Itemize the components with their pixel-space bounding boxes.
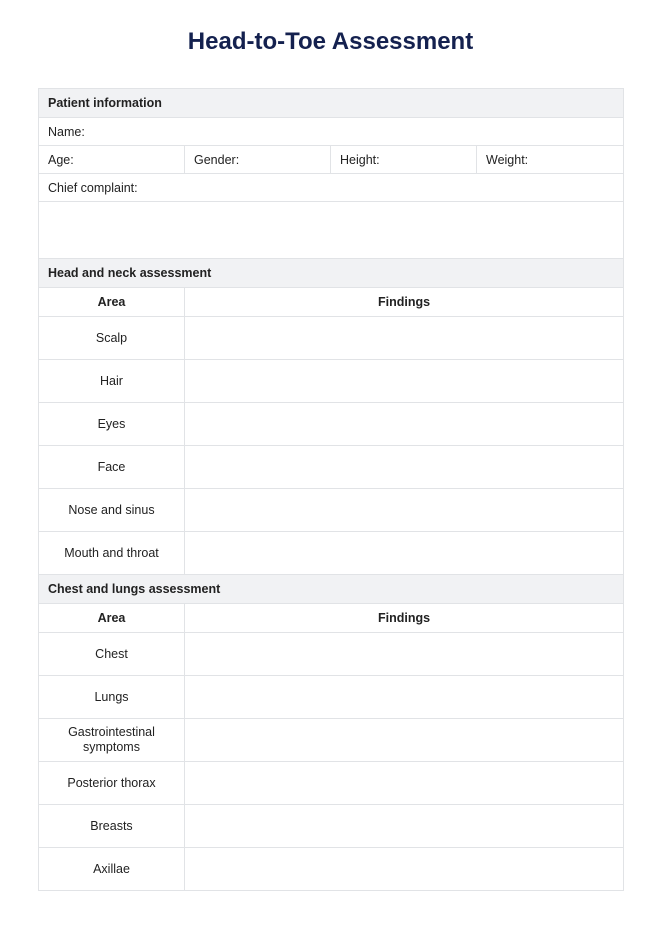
page-title: Head-to-Toe Assessment [187,28,474,55]
assessment-table [38,88,624,891]
table-row [39,762,624,805]
table-row [39,719,624,762]
area-cell: Gastrointestinal symptoms [39,719,185,762]
findings-cell[interactable] [185,360,624,403]
findings-cell[interactable] [185,489,624,532]
area-cell: Face [39,446,185,489]
findings-cell[interactable] [185,848,624,891]
findings-cell[interactable] [185,633,624,676]
area-cell: Scalp [39,317,185,360]
area-cell: Lungs [39,676,185,719]
chief-complaint-label: Chief complaint: [39,174,624,202]
findings-cell[interactable] [185,805,624,848]
head-neck-heading: Head and neck assessment [39,259,624,288]
findings-cell[interactable] [185,317,624,360]
table-row [39,633,624,676]
area-cell: Mouth and throat [39,532,185,575]
table-row [39,532,624,575]
area-header: Area [39,288,185,317]
table-row [39,676,624,719]
chest-lungs-heading: Chest and lungs assessment [39,575,624,604]
table-row [39,360,624,403]
area-cell: Chest [39,633,185,676]
age-field[interactable]: Age: [39,146,185,174]
chief-complaint-field[interactable] [39,202,624,259]
area-cell: Hair [39,360,185,403]
table-row [39,805,624,848]
findings-cell[interactable] [185,532,624,575]
height-field[interactable]: Height: [331,146,477,174]
table-row [39,489,624,532]
findings-cell[interactable] [185,403,624,446]
table-row [39,317,624,360]
area-cell: Axillae [39,848,185,891]
gender-field[interactable]: Gender: [185,146,331,174]
table-row [39,403,624,446]
findings-cell[interactable] [185,719,624,762]
area-cell: Nose and sinus [39,489,185,532]
area-cell: Eyes [39,403,185,446]
findings-cell[interactable] [185,446,624,489]
weight-field[interactable]: Weight: [477,146,624,174]
area-header: Area [39,604,185,633]
area-cell: Posterior thorax [39,762,185,805]
name-field[interactable]: Name: [39,118,624,146]
patient-info-heading: Patient information [39,89,624,118]
findings-cell[interactable] [185,676,624,719]
findings-cell[interactable] [185,762,624,805]
table-row [39,446,624,489]
area-cell: Breasts [39,805,185,848]
findings-header: Findings [185,288,624,317]
findings-header: Findings [185,604,624,633]
table-row [39,848,624,891]
